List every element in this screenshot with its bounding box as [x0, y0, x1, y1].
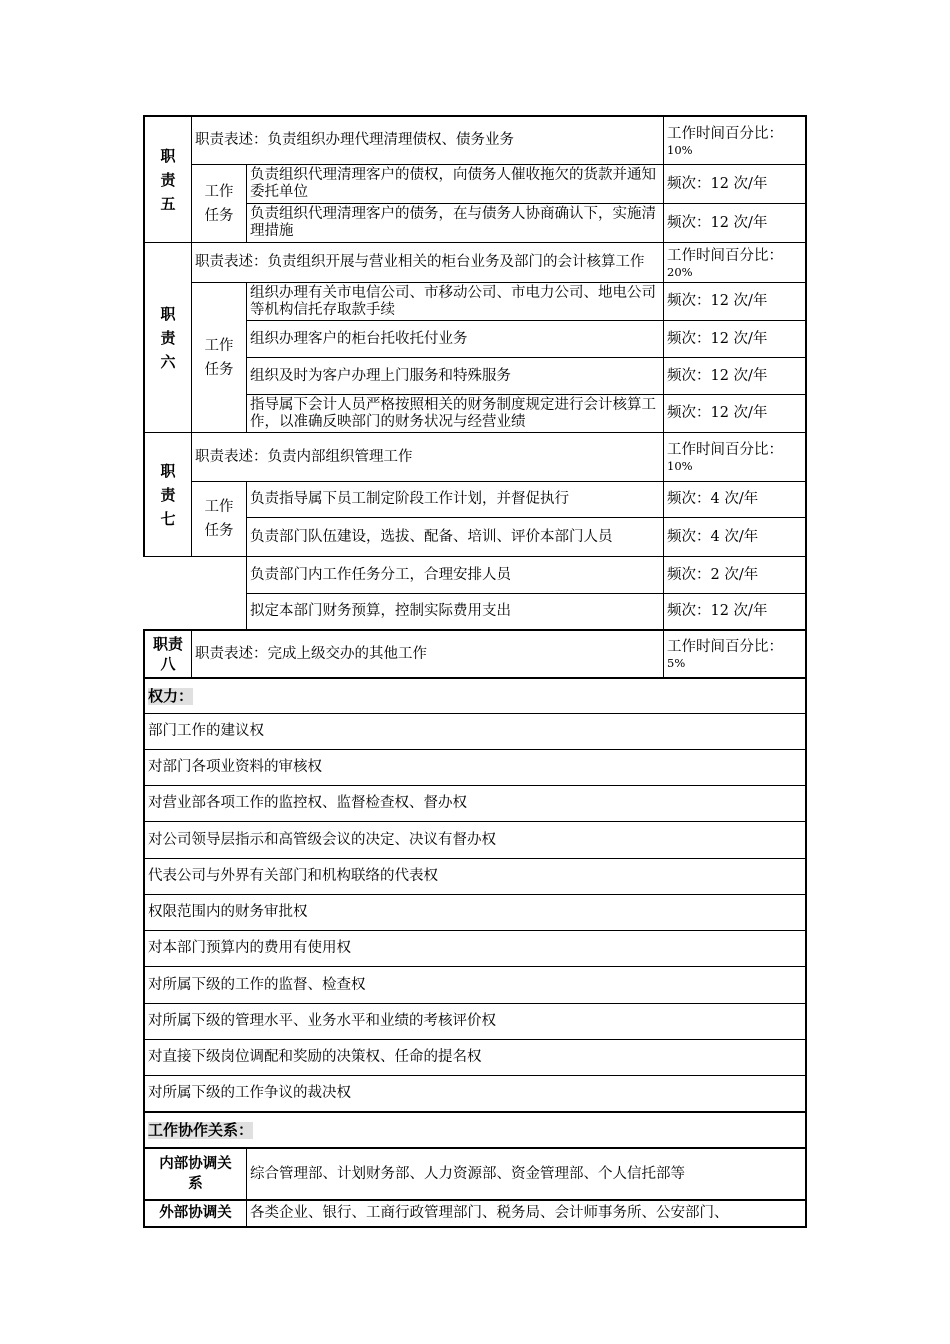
- power-item: 对部门各项业资料的审核权: [148, 759, 322, 775]
- duty6-task-1-frequency: 频次：12 次/年: [667, 293, 768, 309]
- powers-heading: 权力：: [148, 686, 194, 705]
- duty7-task-3-frequency: 频次：2 次/年: [667, 566, 759, 583]
- duty7-time-percentage: 工作时间百分比： 10%: [667, 442, 783, 473]
- duty6-task-1: 组织办理有关市电信公司、市移动公司、市电力公司、地电公司等机构信托存取款手续: [250, 284, 656, 318]
- duty6-task-2: 组织办理客户的柜台托收托付业务: [250, 330, 468, 347]
- duty8-label: 职责 八: [152, 635, 183, 673]
- duty5-task-1: 负责组织代理清理客户的债权，向债务人催收拖欠的货款并通知委托单位: [250, 167, 656, 200]
- duty6-task-3: 组织及时为客户办理上门服务和特殊服务: [250, 367, 511, 384]
- power-item: 对所属下级的工作争议的裁决权: [148, 1085, 351, 1101]
- duty6-task-2-frequency: 频次：12 次/年: [667, 330, 768, 347]
- power-item: 代表公司与外界有关部门和机构联络的代表权: [148, 868, 438, 884]
- power-item: 对公司领导层指示和高管级会议的决定、决议有督办权: [148, 831, 496, 848]
- power-item: 权限范围内的财务审批权: [148, 904, 308, 920]
- relations-heading: 工作协作关系：: [148, 1120, 254, 1139]
- duty6-task-4-frequency: 频次：12 次/年: [667, 405, 768, 421]
- duty8-statement: 职责表述：完成上级交办的其他工作: [195, 645, 427, 662]
- duty5-statement: 职责表述：负责组织办理代理清理债权、债务业务: [195, 132, 514, 148]
- duty7-task-2-frequency: 频次：4 次/年: [667, 528, 759, 545]
- border-bottom: [143, 1226, 807, 1228]
- internal-relations-label: 内部协调关 系: [159, 1156, 232, 1192]
- duty7-task-1-frequency: 频次：4 次/年: [667, 491, 759, 507]
- duty7-task-2: 负责部门队伍建设，选拔、配备、培训、评价本部门人员: [250, 528, 613, 545]
- duty5-task-1-frequency: 频次：12 次/年: [667, 175, 768, 192]
- duty7-statement: 职责表述：负责内部组织管理工作: [195, 448, 413, 465]
- duty7-task-label: 工作 任务: [204, 499, 234, 539]
- duty6-label: 职 责 六: [160, 304, 176, 371]
- duty5-task-2-frequency: 频次：12 次/年: [667, 214, 768, 231]
- duty8-time-percentage: 工作时间百分比： 5%: [667, 639, 783, 670]
- duty7-label: 职 责 七: [160, 461, 176, 528]
- duty5-time-percentage: 工作时间百分比： 10%: [667, 125, 783, 157]
- duty5-label: 职 责 五: [160, 146, 176, 213]
- duty5-task-2: 负责组织代理清理客户的债务，在与债务人协商确认下，实施清理措施: [250, 206, 656, 239]
- duty6-statement: 职责表述：负责组织开展与营业相关的柜台业务及部门的会计核算工作: [195, 254, 645, 270]
- duty7-task-3: 负责部门内工作任务分工，合理安排人员: [250, 566, 511, 583]
- power-item: 对直接下级岗位调配和奖励的决策权、任命的提名权: [148, 1049, 482, 1065]
- duty6-task-label: 工作 任务: [204, 337, 234, 378]
- power-item: 对所属下级的管理水平、业务水平和业绩的考核评价权: [148, 1013, 496, 1029]
- external-relations-value: 各类企业、银行、工商行政管理部门、税务局、会计师事务所、公安部门、: [250, 1205, 729, 1221]
- duty6-time-percentage: 工作时间百分比： 20%: [667, 247, 783, 279]
- duty7-task-4-frequency: 频次：12 次/年: [667, 603, 768, 619]
- external-relations-label: 外部协调关: [159, 1205, 232, 1221]
- duty6-task-3-frequency: 频次：12 次/年: [667, 367, 768, 384]
- internal-relations-value: 综合管理部、计划财务部、人力资源部、资金管理部、个人信托部等: [250, 1165, 685, 1182]
- power-item: 部门工作的建议权: [148, 723, 264, 739]
- duty5-task-label: 工作 任务: [204, 183, 234, 224]
- duty7-task-1: 负责指导属下员工制定阶段工作计划，并督促执行: [250, 491, 569, 507]
- duty6-task-4: 指导属下会计人员严格按照相关的财务制度规定进行会计核算工作，以准确反映部门的财务状况与经营业绩: [250, 396, 656, 430]
- duty7-task-4: 拟定本部门财务预算，控制实际费用支出: [250, 603, 511, 619]
- power-item: 对本部门预算内的费用有使用权: [148, 940, 351, 956]
- power-item: 对营业部各项工作的监控权、监督检查权、督办权: [148, 795, 467, 811]
- power-item: 对所属下级的工作的监督、检查权: [148, 976, 366, 993]
